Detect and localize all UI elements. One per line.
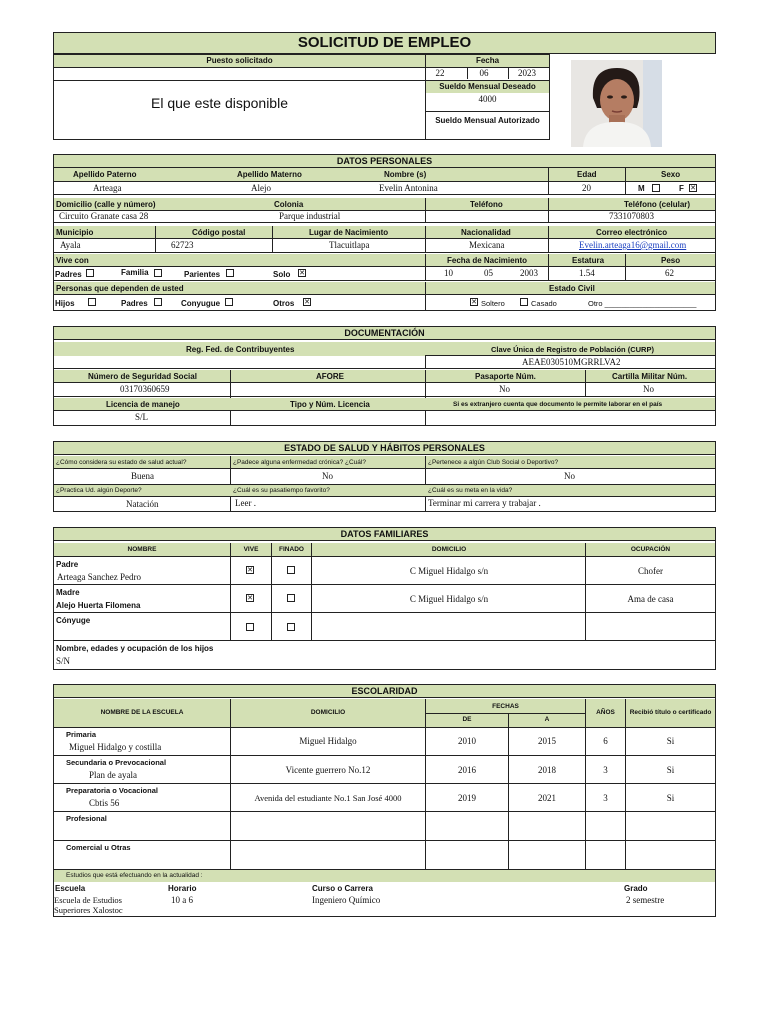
fecha-nac-label: Fecha de Nacimiento — [447, 256, 528, 265]
colonia-label: Colonia — [274, 200, 304, 209]
col-titulo: Recibió título o certificado — [629, 709, 712, 716]
esc-anios: 3 — [603, 793, 608, 803]
vive-familia-label: Familia — [121, 268, 149, 277]
vive-padres-label: Padres — [55, 270, 82, 279]
vive-con-label: Vive con — [56, 256, 89, 265]
dep-otros-checkbox[interactable]: ✕ — [304, 298, 310, 306]
civil-casado-label: Casado — [531, 299, 557, 308]
puesto-label: Puesto solicitado — [206, 56, 273, 65]
fecha-anio: 2023 — [518, 68, 536, 78]
dependen-label: Personas que dependen de usted — [56, 284, 184, 293]
domicilio: Circuito Granate casa 28 — [59, 211, 149, 221]
pasaporte-label: Pasaporte Núm. — [475, 372, 536, 381]
col-finado: FINADO — [279, 546, 304, 553]
vive-familia-checkbox[interactable] — [154, 269, 162, 277]
salud-q2: ¿Padece alguna enfermedad crónica? ¿Cuál? — [233, 459, 366, 466]
personal-header: DATOS PERSONALES — [53, 154, 716, 168]
salud-a3: No — [564, 471, 575, 481]
col-esc-domicilio: DOMICILIO — [310, 709, 346, 716]
conyuge-label: Cónyuge — [56, 616, 91, 625]
salud-q4: ¿Practica Ud. algún Deporte? — [56, 487, 142, 494]
civil-soltero-label: Soltero — [481, 299, 505, 308]
dep-otros-label: Otros — [273, 299, 295, 308]
nac-dia: 10 — [444, 268, 453, 278]
nacionalidad: Mexicana — [469, 240, 505, 250]
padre-finado-checkbox[interactable] — [287, 566, 295, 574]
esc-nivel: Profesional — [66, 814, 107, 823]
curp-label: Clave Única de Registro de Población (CURP) — [491, 345, 654, 354]
esc-nivel: Secundaria o Prevocacional — [66, 758, 167, 767]
codigo-postal: 62723 — [171, 240, 194, 250]
page-title: SOLICITUD DE EMPLEO — [297, 34, 472, 51]
esc-titulo: Si — [666, 765, 675, 775]
dep-padres-label: Padres — [121, 299, 148, 308]
apellido-materno: Alejo — [251, 183, 271, 193]
esc-de: 2010 — [458, 736, 476, 746]
actual-grado-value: 2 semestre — [626, 895, 665, 905]
esc-escuela: Plan de ayala — [89, 770, 137, 780]
madre-nombre: Alejo Huerta Filomena — [56, 601, 141, 610]
sueldo-autorizado-label: Sueldo Mensual Autorizado — [435, 116, 540, 125]
edad: 20 — [582, 183, 591, 193]
salud-q3: ¿Pertenece a algún Club Social o Deportivo? — [428, 459, 559, 466]
esc-titulo: Si — [666, 793, 675, 803]
madre-domicilio: C Miguel Hidalgo s/n — [409, 594, 489, 604]
estado-civil-label: Estado Civil — [549, 284, 595, 293]
col-anios: AÑOS — [596, 709, 615, 716]
peso: 62 — [665, 268, 674, 278]
madre-vive-checkbox[interactable]: ✕ — [247, 594, 253, 602]
apellido-paterno: Arteaga — [93, 183, 122, 193]
sexo-label: Sexo — [661, 170, 681, 179]
apellido-paterno-label: Apellido Paterno — [73, 170, 137, 179]
sexo-f-label: F — [679, 184, 684, 193]
correo-label: Correo electrónico — [596, 228, 668, 237]
col-domicilio: DOMICILIO — [431, 546, 467, 553]
esc-anios: 3 — [603, 765, 608, 775]
escolaridad-header: ESCOLARIDAD — [53, 684, 716, 698]
nombre: Evelin Antonina — [379, 183, 438, 193]
vive-parientes-label: Parientes — [184, 270, 221, 279]
sueldo-deseado-label: Sueldo Mensual Deseado — [439, 82, 536, 91]
actual-horario-label: Horario — [168, 884, 197, 893]
salud-q6: ¿Cuál es su meta en la vida? — [428, 487, 513, 494]
pasaporte-value: No — [499, 384, 510, 394]
col-fechas: FECHAS — [492, 703, 519, 710]
nss-label: Número de Seguridad Social — [88, 372, 197, 381]
tipo-licencia-label: Tipo y Núm. Licencia — [290, 400, 370, 409]
apellido-materno-label: Apellido Materno — [237, 170, 302, 179]
colonia: Parque industrial — [279, 211, 341, 221]
correo-link[interactable]: Evelin.arteaga16@gmail.com — [579, 240, 687, 250]
dep-conyugue-checkbox[interactable] — [225, 298, 233, 306]
esc-escuela: Cbtis 56 — [89, 798, 120, 808]
cartilla-label: Cartilla Militar Núm. — [612, 372, 688, 381]
vive-solo-label: Solo — [273, 270, 291, 279]
padre-label: Padre — [56, 560, 79, 569]
esc-anios: 6 — [603, 736, 608, 746]
esc-a: 2018 — [538, 765, 556, 775]
dep-hijos-checkbox[interactable] — [88, 298, 96, 306]
conyuge-vive-checkbox[interactable] — [246, 623, 254, 631]
vive-padres-checkbox[interactable] — [86, 269, 94, 277]
civil-soltero-checkbox[interactable]: ✕ — [471, 298, 477, 306]
lugar-nac-label: Lugar de Nacimiento — [309, 228, 389, 237]
nacionalidad-label: Nacionalidad — [461, 228, 511, 237]
cartilla-value: No — [643, 384, 654, 394]
telefono-label: Teléfono — [470, 200, 503, 209]
col-escuela: NOMBRE DE LA ESCUELA — [100, 709, 184, 716]
vive-parientes-checkbox[interactable] — [226, 269, 234, 277]
salud-q5: ¿Cuál es su pasatiempo favorito? — [233, 487, 330, 494]
rfc-label: Reg. Fed. de Contribuyentes — [186, 345, 295, 354]
edad-label: Edad — [577, 170, 597, 179]
esc-escuela: Miguel Hidalgo y costilla — [69, 742, 162, 752]
fecha-dia: 22 — [435, 68, 445, 78]
nombre-label: Nombre (s) — [384, 170, 427, 179]
esc-titulo: Si — [666, 736, 675, 746]
peso-label: Peso — [661, 256, 681, 265]
dep-hijos-label: Hijos — [55, 299, 75, 308]
sexo-m-checkbox[interactable] — [652, 184, 660, 192]
estatura: 1.54 — [579, 268, 595, 278]
sexo-m-label: M — [638, 184, 645, 193]
col-a: A — [544, 716, 550, 723]
fecha-mes: 06 — [479, 68, 489, 78]
celular: 7331070803 — [609, 211, 654, 221]
curp-value: AEAE030510MGRRLVA2 — [522, 357, 621, 367]
padre-ocupacion: Chofer — [638, 566, 663, 576]
esc-nivel: Comercial u Otras — [66, 843, 131, 852]
hijos-label: Nombre, edades y ocupación de los hijos — [56, 644, 214, 653]
actual-horario-value: 10 a 6 — [171, 895, 193, 905]
municipio-label: Municipio — [56, 228, 94, 237]
madre-finado-checkbox[interactable] — [287, 594, 295, 602]
esc-nivel: Primaria — [66, 730, 97, 739]
salud-a1: Buena — [131, 471, 154, 481]
dep-padres-checkbox[interactable] — [154, 298, 162, 306]
esc-de: 2016 — [458, 765, 476, 775]
cp-label: Código postal — [192, 228, 246, 237]
padre-domicilio: C Miguel Hidalgo s/n — [409, 566, 489, 576]
col-de: DE — [462, 716, 472, 723]
extranjero-label: Si es extranjero cuenta que documento le permite laborar en el país — [453, 401, 663, 408]
salud-header: ESTADO DE SALUD Y HÁBITOS PERSONALES — [53, 441, 716, 455]
esc-nivel: Preparatoria o Vocacional — [66, 786, 158, 795]
fecha-label: Fecha — [475, 56, 500, 65]
col-nombre: NOMBRE — [127, 546, 157, 553]
salud-a5: Leer . — [235, 498, 256, 508]
actual-escuela-label: Escuela — [55, 884, 86, 893]
actual-grado-label: Grado — [624, 884, 648, 893]
esc-de: 2019 — [458, 793, 476, 803]
col-ocupacion: OCUPACIÓN — [630, 546, 671, 553]
puesto-value: El que este disponible — [151, 95, 288, 111]
civil-casado-checkbox[interactable] — [520, 298, 528, 306]
padre-vive-checkbox[interactable]: ✕ — [247, 566, 253, 574]
applicant-photo — [571, 60, 662, 147]
esc-domicilio: Vicente guerrero No.12 — [285, 765, 371, 775]
actual-escuela-value: Escuela de Estudios Superiores Xalostoc — [54, 895, 123, 915]
lugar-nacimiento: Tlacuitlapa — [329, 240, 370, 250]
nac-anio: 2003 — [520, 268, 538, 278]
doc-header: DOCUMENTACIÓN — [53, 326, 716, 340]
salud-a6: Terminar mi carrera y trabajar . — [428, 498, 541, 508]
estatura-label: Estatura — [572, 256, 605, 265]
salud-a2: No — [322, 471, 333, 481]
salud-q1: ¿Cómo considera su estado de salud actual? — [56, 459, 187, 466]
hijos-value: S/N — [56, 656, 71, 666]
vive-solo-checkbox[interactable]: ✕ — [299, 269, 305, 277]
esc-a: 2015 — [538, 736, 556, 746]
dep-conyugue-label: Conyugue — [181, 299, 221, 308]
nss-value: 03170360659 — [120, 384, 170, 394]
madre-ocupacion: Ama de casa — [627, 594, 674, 604]
col-vive: VIVE — [243, 546, 259, 553]
actual-label: Estudios que está efectuando en la actualidad : — [66, 872, 203, 879]
actual-curso-value: Ingeniero Químico — [312, 895, 381, 905]
esc-domicilio: Avenida del estudiante No.1 San José 4000 — [254, 793, 402, 803]
esc-domicilio: Miguel Hidalgo — [299, 736, 357, 746]
familia-header: DATOS FAMILIARES — [53, 527, 716, 541]
conyuge-finado-checkbox[interactable] — [287, 623, 295, 631]
actual-curso-label: Curso o Carrera — [312, 884, 373, 893]
domicilio-label: Domicilio (calle y número) — [56, 200, 156, 209]
padre-nombre: Arteaga Sanchez Pedro — [57, 572, 141, 582]
madre-label: Madre — [56, 588, 80, 597]
licencia-value: S/L — [135, 412, 149, 422]
nac-mes: 05 — [484, 268, 493, 278]
sexo-f-checkbox[interactable]: ✕ — [690, 184, 696, 192]
salud-a4: Natación — [126, 499, 159, 509]
celular-label: Teléfono (celular) — [624, 200, 691, 209]
civil-otro-label: Otro ______________________ — [588, 299, 697, 308]
sueldo-deseado-value: 4000 — [478, 94, 497, 104]
municipio: Ayala — [60, 240, 81, 250]
afore-label: AFORE — [316, 372, 344, 381]
esc-a: 2021 — [538, 793, 556, 803]
licencia-label: Licencia de manejo — [106, 400, 180, 409]
